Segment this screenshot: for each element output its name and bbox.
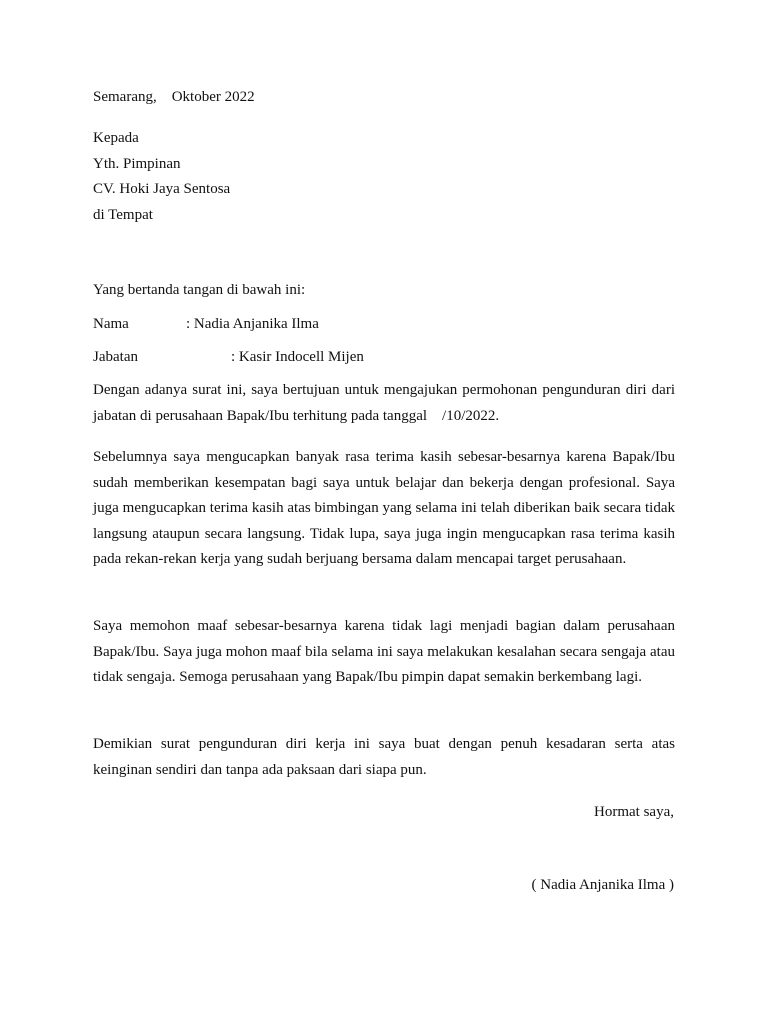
- place-date: Semarang, Oktober 2022: [93, 89, 255, 105]
- paragraph-2: Sebelumnya saya mengucapkan banyak rasa terima kasih sebesar-besarnya karena Bapak/Ibu sudah memberikan kesempatan bagi saya untuk belajar dan bekerja dengan profesional. Saya juga mengucapkan terima kasih atas bimbingan yang selama ini telah diberikan baik secara tidak langsung ataupun secara langsung. Tidak lupa, saya juga ingin mengucapkan rasa terima kasih pada rekan-rekan kerja yang sudah berjuang bersama dalam mencapai target perusahaan.: [93, 449, 675, 567]
- recipient-company: CV. Hoki Jaya Sentosa: [93, 181, 231, 197]
- recipient-line-kepada: Kepada: [93, 130, 139, 146]
- position-label: Jabatan: [93, 349, 138, 365]
- name-label: Nama: [93, 316, 129, 332]
- recipient-location: di Tempat: [93, 207, 153, 223]
- signature-name: ( Nadia Anjanika Ilma ): [531, 877, 674, 893]
- recipient-line-title: Yth. Pimpinan: [93, 156, 181, 172]
- closing-salutation: Hormat saya,: [594, 804, 674, 820]
- intro-text: Yang bertanda tangan di bawah ini:: [93, 282, 306, 298]
- position-value: : Kasir Indocell Mijen: [231, 349, 364, 365]
- paragraph-1: Dengan adanya surat ini, saya bertujuan untuk mengajukan permohonan pengunduran diri dari jabatan di perusahaan Bapak/Ibu terhitung pada tanggal /10/2022.: [93, 382, 679, 424]
- paragraph-4: Demikian surat pengunduran diri kerja ini saya buat dengan penuh kesadaran serta atas keinginan sendiri dan tanpa ada paksaan dari siapa pun.: [93, 736, 675, 778]
- name-value: : Nadia Anjanika Ilma: [186, 316, 319, 332]
- paragraph-3: Saya memohon maaf sebesar-besarnya karena tidak lagi menjadi bagian dalam perusahaan Bapak/Ibu. Saya juga mohon maaf bila selama ini saya melakukan kesalahan secara sengaja atau tidak sengaja. Semoga perusahaan yang Bapak/Ibu pimpin dapat semakin berkembang lagi.: [93, 618, 675, 685]
